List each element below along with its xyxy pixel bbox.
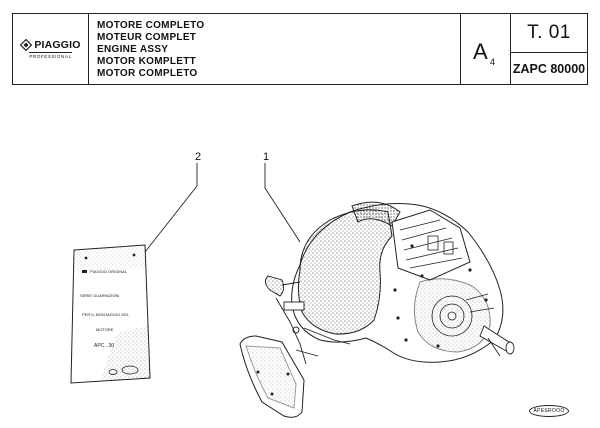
model-code: ZAPC 80000 <box>512 61 586 76</box>
card-text-brand: PIAGGIO ORIGINAL <box>90 269 128 274</box>
title-de: MOTOR KOMPLETT <box>97 56 197 67</box>
table-number: T. 01 <box>511 14 587 53</box>
card-text-line1: SERIE GUARNIZIONI <box>80 293 120 298</box>
title-es: MOTOR COMPLETO <box>97 68 198 79</box>
title-it: MOTORE COMPLETO <box>97 20 205 31</box>
gasket-set-card <box>71 245 150 383</box>
format-letter: A <box>473 39 488 64</box>
brand-subtitle: PROFESSIONAL <box>29 54 72 59</box>
drawing-stamp: APESROOO <box>529 405 569 417</box>
format-number: 4 <box>490 57 496 67</box>
title-fr: MOTEUR COMPLET <box>97 32 197 43</box>
leader-lines <box>145 163 300 252</box>
title-en: ENGINE ASSY <box>97 44 169 55</box>
engine-assembly <box>240 202 514 417</box>
leader-line-2 <box>145 163 197 252</box>
brand-name: PIAGGIO <box>34 39 81 51</box>
leader-line-1 <box>265 163 300 242</box>
callout-2: 2 <box>195 151 202 163</box>
card-text-line3: MOTORE <box>96 327 114 332</box>
callout-1: 1 <box>263 151 270 163</box>
card-text-code: APC...30 <box>94 343 115 349</box>
card-text-line2: PER IL MONTAGGIO DEL <box>82 312 130 317</box>
